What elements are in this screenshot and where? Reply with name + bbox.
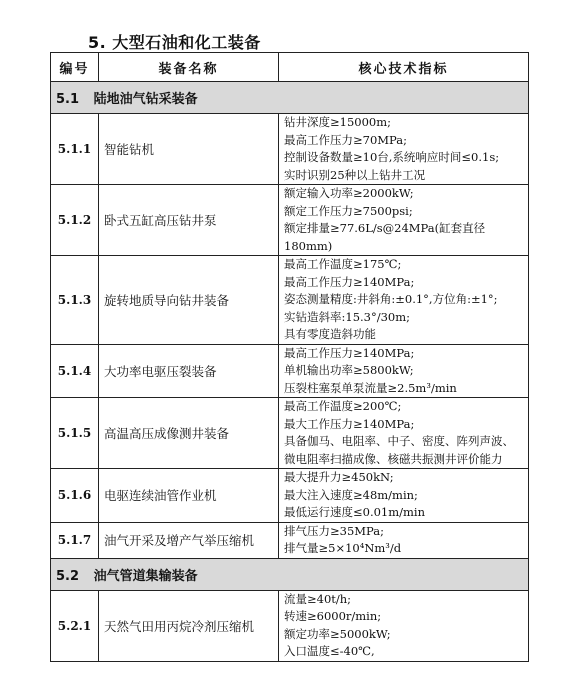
item-name: 旋转地质导向钻井装备 [99, 256, 279, 345]
item-code: 5.1.5 [51, 398, 99, 469]
spec-line: 单机输出功率≥5800kW; [284, 363, 414, 377]
spec-line: 最高工作压力≥140MPa; [284, 274, 415, 289]
item-code: 5.2.1 [51, 590, 99, 661]
spec-line: 最高工作温度≥200℃; [284, 399, 402, 413]
equipment-spec-table [50, 52, 529, 662]
spec-line: 姿态测量精度:井斜角:±0.1°,方位角:±1°; [284, 292, 498, 306]
spec-line: 实时识别25种以上钻井工况 [284, 167, 426, 182]
table-row [51, 522, 529, 558]
table-row [51, 398, 529, 469]
spec-line: 额定输入功率≥2000kW; [284, 186, 414, 200]
item-specs [279, 590, 529, 661]
spec-line: 排气量≥5×10⁴Nm³/d [284, 541, 402, 555]
spec-line: 额定排量≥77.6L/s@24MPa(缸套直径180mm) [284, 221, 486, 253]
spec-line: 最大注入速度≥48m/min; [284, 487, 418, 502]
table-row [51, 344, 529, 398]
spec-line: 最高工作温度≥175℃; [284, 257, 402, 271]
item-name: 天然气田用丙烷冷剂压缩机 [99, 590, 279, 661]
item-specs [279, 522, 529, 558]
item-name: 大功率电驱压裂装备 [99, 344, 279, 398]
category-row [51, 82, 529, 114]
spec-line: 最大工作压力≥140MPa; [284, 416, 415, 431]
item-specs [279, 469, 529, 523]
spec-line: 具有零度造斜功能 [284, 327, 376, 341]
category-row [51, 558, 529, 590]
item-code: 5.1.6 [51, 469, 99, 523]
item-code: 5.1.7 [51, 522, 99, 558]
spec-line: 入口温度≤-40℃, [284, 644, 375, 658]
spec-line: 排气压力≥35MPa; [284, 523, 384, 538]
column-header-name: 装备名称 [99, 53, 279, 82]
category-code: 5.2 [56, 568, 80, 584]
table-row [51, 590, 529, 661]
item-specs [279, 256, 529, 345]
item-name: 卧式五缸高压钻井泵 [99, 185, 279, 256]
item-code: 5.1.1 [51, 114, 99, 185]
spec-line: 具备伽马、电阻率、中子、密度、阵列声波、微电阻率扫描成像、核磁共振测井评价能力 [284, 434, 514, 466]
spec-line: 流量≥40t/h; [284, 591, 352, 606]
item-name: 高温高压成像测井装备 [99, 398, 279, 469]
item-specs [279, 398, 529, 469]
spec-line: 最大提升力≥450kN; [284, 470, 394, 484]
section-title [88, 30, 261, 53]
spec-line: 最低运行速度≤0.01m/min [284, 505, 426, 519]
category-name: 油气管道集输装备 [93, 568, 198, 584]
item-name: 电驱连续油管作业机 [99, 469, 279, 523]
category-name: 陆地油气钻采装备 [93, 92, 198, 107]
item-code: 5.1.3 [51, 256, 99, 345]
spec-line: 钻井深度≥15000m; [284, 115, 391, 129]
section-heading: 大型石油和化工装备 [112, 33, 261, 52]
table-row [51, 256, 529, 345]
item-specs [279, 185, 529, 256]
spec-line: 最高工作压力≥70MPa; [284, 132, 407, 147]
item-name: 油气开采及增产气举压缩机 [99, 522, 279, 558]
category-code: 5.1 [56, 92, 80, 107]
column-header-specs: 核心技术指标 [279, 53, 529, 82]
item-specs [279, 114, 529, 185]
table-row [51, 469, 529, 523]
spec-line: 额定工作压力≥7500psi; [284, 203, 413, 218]
spec-line: 压裂柱塞泵单泵流量≥2.5m³/min [284, 380, 457, 395]
spec-line: 最高工作压力≥140MPa; [284, 345, 415, 360]
section-number: 5. [88, 33, 107, 52]
table-row [51, 185, 529, 256]
table-header-row [51, 53, 529, 82]
spec-line: 控制设备数量≥10台,系统响应时间≤0.1s; [284, 150, 500, 164]
spec-line: 转速≥6000r/min; [284, 609, 382, 623]
spec-line: 额定功率≥5000kW; [284, 626, 391, 641]
item-code: 5.1.4 [51, 344, 99, 398]
table-row [51, 114, 529, 185]
item-name: 智能钻机 [99, 114, 279, 185]
spec-line: 实钻造斜率:15.3°/30m; [284, 309, 411, 324]
column-header-code: 编号 [51, 53, 99, 82]
item-specs [279, 344, 529, 398]
item-code: 5.1.2 [51, 185, 99, 256]
